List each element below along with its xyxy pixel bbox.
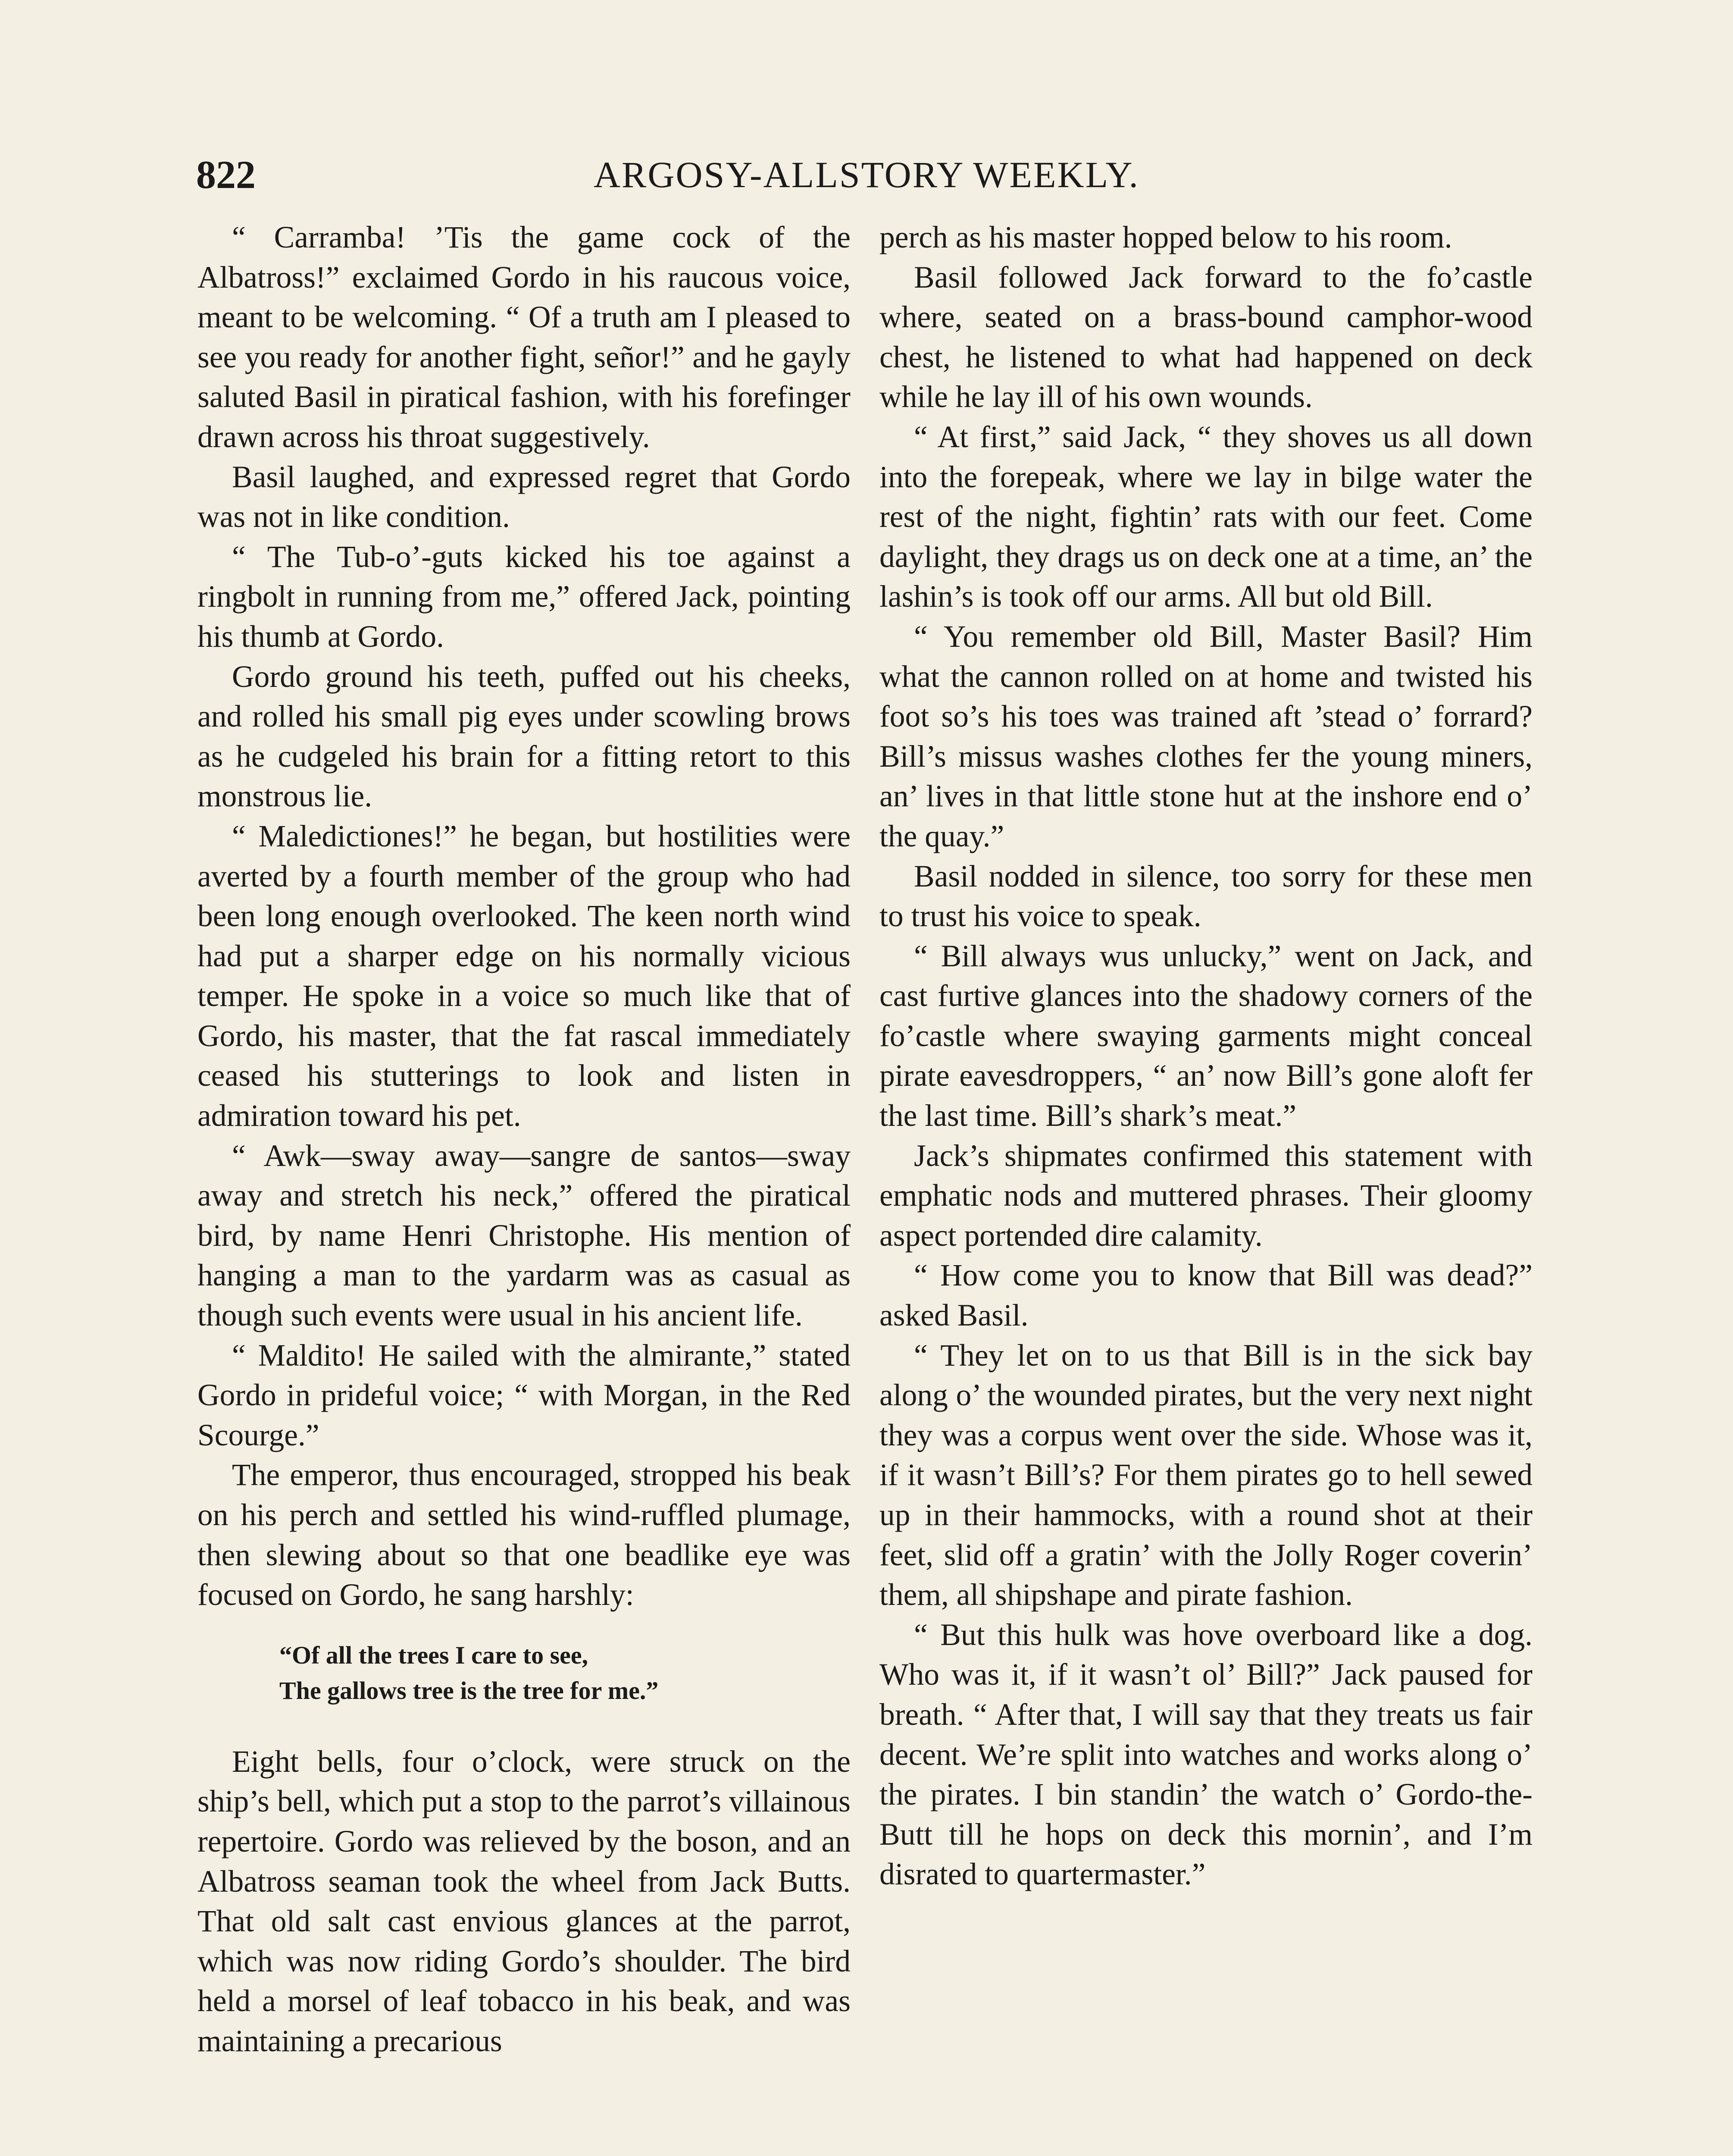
- paragraph: Eight bells, four o’clock, were struck on the ship’s bell, which put a stop to the parrot’s villainous repertoire. Gordo was relieved by the boson, and an Albatross seaman took the wheel from Jack Butts. That old salt cast envious glances at the parrot, which was now riding Gordo’s shoulder. The bird held a morsel of leaf tobacco in his beak, and was maintaining a precarious: [197, 1744, 851, 2058]
- paragraph: Basil laughed, and expressed regret that Gordo was not in like condition.: [197, 460, 851, 534]
- paragraph: “ But this hulk was hove overboard like a dog. Who was it, if it wasn’t ol’ Bill?” Jack paused for breath. “ After that, I will say that they treats us fair decent. We’re split into watches and works along o’ the pirates. I bin standin’ the watch o’ Gordo-the-Butt till he hops on deck this mornin’, and I’m disrated to quartermaster.”: [879, 1617, 1533, 1892]
- paragraph: “ The Tub-o’-guts kicked his toe against a ringbolt in running from me,” offered Jack, pointing his thumb at Gordo.: [197, 539, 851, 654]
- paragraph: Basil nodded in silence, too sorry for these men to trust his voice to speak.: [879, 859, 1533, 934]
- right-column: [879, 218, 1533, 1895]
- paragraph-continued: perch as his master hopped below to his room.: [879, 220, 1452, 254]
- paragraph: Gordo ground his teeth, puffed out his cheeks, and rolled his small pig eyes under scowling brows as he cudgeled his brain for a fitting retort to this monstrous lie.: [197, 659, 851, 814]
- paragraph: “ Carramba! ’Tis the game cock of the Albatross!” exclaimed Gordo in his raucous voice, meant to be welcoming. “ Of a truth am I pleased to see you ready for another fight, señor!” and he gayly saluted Basil in piratical fashion, with his forefinger drawn across his throat suggestively.: [197, 220, 851, 454]
- paragraph: Basil followed Jack forward to the fo’castle where, seated on a brass-bound camphor-wood chest, he listened to what had happened on deck while he lay ill of his own wounds.: [879, 260, 1533, 414]
- paragraph: “ You remember old Bill, Master Basil? Him what the cannon rolled on at home and twisted his foot so’s his toes was trained aft ’stead o’ forrard? Bill’s missus washes clothes fer the young miners, an’ lives in that little stone hut at the inshore end o’ the quay.”: [879, 619, 1533, 853]
- left-column: [197, 218, 851, 2062]
- paragraph: “ Bill always wus unlucky,” went on Jack, and cast furtive glances into the shadowy corners of the fo’castle where swaying garments might conceal pirate eavesdroppers, “ an’ now Bill’s gone aloft fer the last time. Bill’s shark’s meat.”: [879, 939, 1533, 1133]
- page-header: [196, 147, 1537, 203]
- paragraph: “ Maldito! He sailed with the almirante,” stated Gordo in prideful voice; “ with Morgan, in the Red Scourge.”: [197, 1338, 851, 1452]
- paragraph: “ Awk—sway away—sangre de santos—sway away and stretch his neck,” offered the piratical bird, by name Henri Christophe. His mention of hanging a man to the yardarm was as casual as though such events were usual in his ancient life.: [197, 1138, 851, 1333]
- verse-line: The gallows tree is the tree for me.”: [279, 1676, 659, 1705]
- paragraph: Jack’s shipmates confirmed this statement with emphatic nods and muttered phrases. Their gloomy aspect portended dire calamity.: [879, 1138, 1533, 1253]
- paragraph: “ They let on to us that Bill is in the sick bay along o’ the wounded pirates, but the very next night they was a corpus went over the side. Whose was it, if it wasn’t Bill’s? For them pirates go to hell sewed up in their hammocks, with a round shot at their feet, slid off a gratin’ with the Jolly Roger coverin’ them, all shipshape and pirate fashion.: [879, 1338, 1533, 1612]
- running-head: ARGOSY-ALLSTORY WEEKLY.: [593, 154, 1140, 195]
- song-verse: [197, 1638, 851, 1708]
- paragraph: “ How come you to know that Bill was dead?” asked Basil.: [879, 1258, 1533, 1333]
- paragraph: The emperor, thus encouraged, stropped his beak on his perch and settled his wind-ruffled plumage, then slewing about so that one beadlike eye was focused on Gordo, he sang harshly:: [197, 1458, 851, 1612]
- verse-line: “Of all the trees I care to see,: [279, 1641, 588, 1669]
- paragraph: “ Maledictiones!” he began, but hostilities were averted by a fourth member of the group who had been long enough overlooked. The keen north wind had put a sharper edge on his normally vicious temper. He spoke in a voice so much like that of Gordo, his master, that the fat rascal immediately ceased his stutterings to look and listen in admiration toward his pet.: [197, 819, 851, 1133]
- page-number: 822: [196, 153, 256, 197]
- paragraph: “ At first,” said Jack, “ they shoves us all down into the forepeak, where we lay in bilge water the rest of the night, fightin’ rats with our feet. Come daylight, they drags us on deck one at a time, an’ the lashin’s is took off our arms. All but old Bill.: [879, 420, 1533, 614]
